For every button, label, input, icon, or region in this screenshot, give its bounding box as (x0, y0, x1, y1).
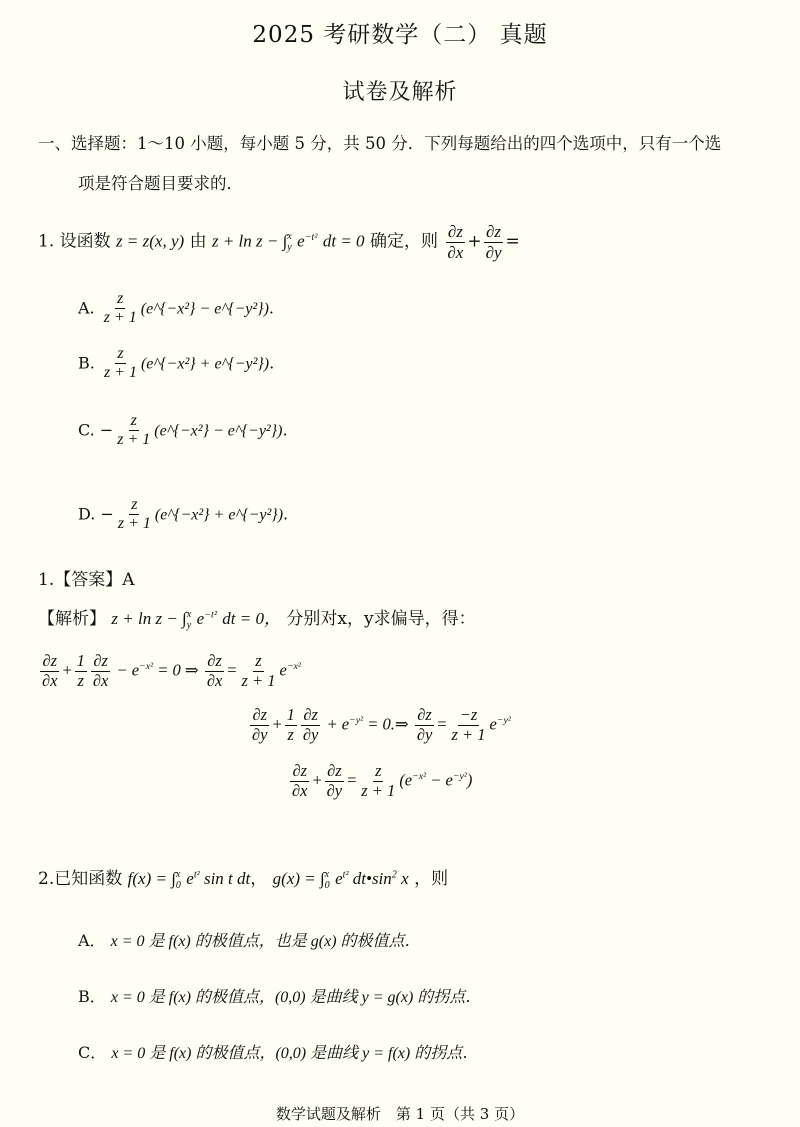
option-num: z (115, 290, 125, 309)
step-base: e (489, 714, 497, 734)
frac-num: ∂z (252, 705, 268, 724)
equals: = (436, 714, 448, 734)
option-text: x = 0 是 f(x) 的极值点，(0,0) 是曲线 y = f(x) 的拐点． (111, 1045, 479, 1062)
q2-g-base: e (335, 869, 343, 888)
q2-f-exp: t² (193, 869, 200, 881)
option-den: z + 1 (117, 515, 151, 533)
q1-int-exp: −t² (304, 231, 318, 243)
frac-den: z (287, 724, 294, 744)
q2-then: ，则 (414, 869, 449, 889)
q1-frac2-den: ∂y (485, 242, 502, 262)
step-arrow: = 0 ⇒ (157, 660, 199, 680)
q1-option-b[interactable] (78, 345, 274, 383)
q2-sep: ， (250, 869, 268, 889)
q1-eq: z + ln z − ∫ (211, 231, 288, 251)
page-footer: 数学试题及解析 第 1 页（共 3 页） (275, 1105, 525, 1123)
frac-num: ∂z (292, 761, 308, 780)
frac-den: ∂x (206, 670, 223, 690)
q2-f-def: f(x) = ∫ (127, 869, 176, 888)
equals: = (346, 770, 358, 790)
option-num: z (129, 496, 139, 515)
option-body: (e^{−x²} + e^{−y²}) (140, 355, 270, 373)
q2-f-base: e (186, 869, 194, 888)
frac-num: ∂z (417, 705, 432, 724)
option-label: B． (78, 987, 106, 1006)
option-label: B. (78, 353, 95, 373)
q2-option-a[interactable] (78, 928, 421, 951)
q1-def: z = z(x, y) (116, 231, 185, 251)
option-body: (e^{−x²} − e^{−y²}) (140, 300, 269, 318)
frac-den: ∂y (302, 724, 319, 744)
question-1-stem (38, 222, 520, 262)
step-close: ) (466, 770, 473, 790)
q1-confirm: 确定，则 (369, 231, 438, 252)
frac-num: ∂z (303, 705, 318, 724)
q1-option-c[interactable] (78, 412, 288, 450)
frac-num: −z (459, 705, 478, 724)
analysis-int-base: e (196, 609, 205, 628)
option-num: z (115, 345, 125, 364)
step-arrow: = 0.⇒ (367, 714, 409, 734)
q1-int-upper: x (287, 231, 292, 243)
plus: + (311, 770, 323, 790)
analysis-dt: dt = 0， (222, 609, 281, 628)
frac-den: ∂y (326, 780, 343, 800)
q2-f-lower: 0 (175, 879, 181, 891)
option-num: z (129, 412, 139, 431)
equals: = (226, 660, 238, 680)
q1-option-d[interactable] (78, 496, 288, 534)
frac-num: ∂z (42, 651, 58, 670)
analysis-step-2 (248, 706, 511, 745)
frac-den: ∂y (416, 724, 433, 744)
option-sign: − (99, 420, 114, 440)
step-term: − e (116, 660, 140, 680)
q1-int-base: e (297, 231, 305, 251)
frac-num: 1 (76, 651, 85, 670)
q2-g-end: x (396, 869, 409, 888)
plus: + (61, 660, 73, 680)
frac-num: ∂z (327, 761, 342, 780)
frac-num: ∂z (93, 651, 108, 670)
option-label: C. (78, 420, 95, 440)
frac-num: ∂z (207, 651, 222, 670)
option-end: . (268, 298, 274, 318)
plus: + (271, 714, 283, 734)
frac-den: z + 1 (241, 670, 276, 690)
q1-analysis (38, 604, 476, 631)
question-2-stem (38, 864, 448, 891)
option-text: x = 0 是 f(x) 的极值点，也是 g(x) 的极值点． (110, 933, 421, 950)
page-title: 2025 考研数学（二） 真题 (252, 22, 548, 48)
option-label: C． (78, 1043, 107, 1062)
analysis-label: 【解析】 (38, 609, 106, 629)
analysis-step-1 (38, 652, 301, 691)
option-end: . (269, 353, 275, 373)
analysis-text: 分别对x，y求偏导，得： (286, 609, 476, 629)
step-exp: −x² (286, 660, 301, 672)
frac-num: 1 (286, 705, 295, 724)
q1-by: 由 (189, 231, 207, 252)
step-base: e (279, 660, 287, 680)
section-heading-cont: 项是符合题目要求的． (78, 174, 243, 193)
step-exp: −x² (139, 660, 154, 672)
q2-f-tail: sin t dt (199, 869, 251, 888)
option-den: z + 1 (117, 431, 151, 449)
q1-answer: 1.【答案】A (38, 570, 135, 590)
step-exp: −y² (452, 770, 467, 782)
option-label: D. (78, 504, 96, 524)
q1-option-a[interactable] (78, 290, 274, 328)
frac-den: z + 1 (451, 724, 486, 744)
q2-option-b[interactable] (78, 984, 481, 1007)
step-term: + e (326, 714, 350, 734)
analysis-int-exp: −t² (204, 609, 217, 621)
analysis-eq: z + ln z − ∫ (111, 609, 187, 628)
analysis-int-upper: x (186, 608, 192, 620)
option-body: (e^{−x²} + e^{−y²}) (154, 506, 284, 524)
option-sign: − (100, 504, 114, 524)
q1-int-tail: dt = 0 (322, 231, 365, 251)
step-term: − e (426, 770, 453, 790)
frac-num: z (375, 761, 382, 780)
section-heading: 一、选择题：1～10 小题，每小题 5 分，共 50 分．下列每题给出的四个选项中，只有一个选 (38, 134, 722, 153)
option-body: (e^{−x²} − e^{−y²}) (154, 422, 283, 440)
q2-prefix: 2.已知函数 (38, 869, 123, 889)
q1-equals: = (505, 231, 520, 252)
frac-den: ∂x (292, 780, 308, 800)
frac-den: ∂x (92, 670, 109, 690)
option-label: A. (78, 298, 95, 318)
option-end: . (283, 504, 289, 524)
step-open: (e (399, 770, 413, 790)
frac-den: ∂x (42, 670, 58, 690)
q1-plus: + (467, 231, 482, 252)
option-den: z + 1 (103, 364, 137, 382)
frac-den: ∂y (252, 724, 268, 744)
q2-g-def: g(x) = ∫ (272, 869, 325, 888)
q2-option-c[interactable] (78, 1040, 478, 1063)
option-end: . (282, 420, 288, 440)
q2-g-exp: t² (342, 869, 349, 881)
q2-g-upper: x (324, 868, 330, 880)
q1-frac1-num: ∂z (447, 222, 463, 241)
analysis-int-lower: y (186, 619, 192, 631)
q2-g-exp2: 2 (391, 869, 397, 881)
q2-f-upper: x (175, 868, 181, 880)
q1-prefix: 1. 设函数 (38, 231, 111, 252)
q2-g-tail: dt•sin (348, 869, 392, 888)
step-exp: −x² (412, 770, 427, 782)
page-subtitle: 试卷及解析 (342, 80, 458, 105)
frac-den: z (77, 670, 84, 690)
q2-g-lower: 0 (324, 879, 330, 891)
q1-frac1-den: ∂x (447, 242, 464, 262)
option-text: x = 0 是 f(x) 的极值点，(0,0) 是曲线 y = g(x) 的拐点． (110, 989, 482, 1006)
step-exp: −y² (496, 714, 511, 726)
q1-int-lower: y (287, 242, 292, 254)
option-den: z + 1 (103, 309, 137, 327)
frac-den: z + 1 (361, 780, 396, 800)
q1-frac2-num: ∂z (486, 222, 502, 241)
analysis-step-3 (288, 762, 472, 801)
option-label: A． (78, 931, 106, 950)
step-exp: −y² (349, 714, 364, 726)
frac-num: z (255, 651, 262, 670)
